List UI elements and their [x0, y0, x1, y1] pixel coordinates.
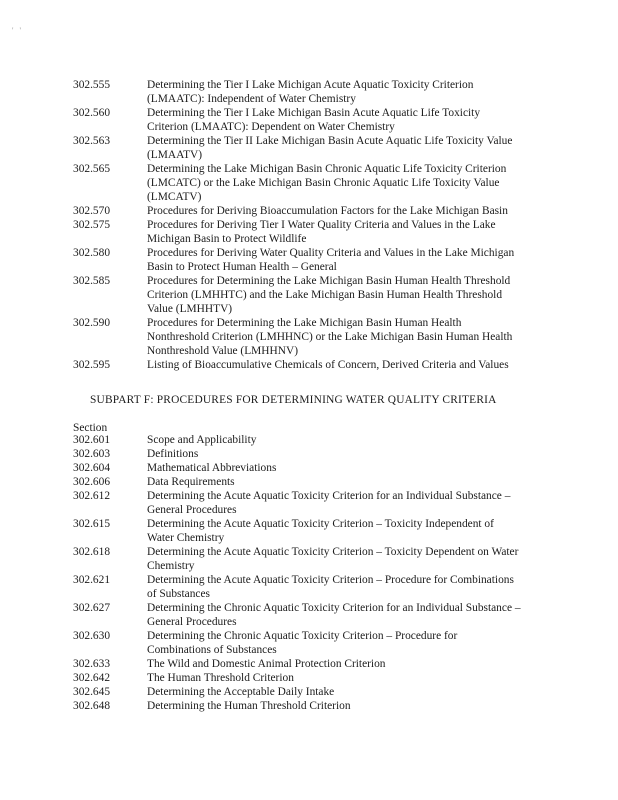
section-title — [147, 162, 553, 204]
section-title-line: Determining the Lake Michigan Basin Chronic Aquatic Life Toxicity Criterion — [147, 163, 507, 175]
section-title-line: Combinations of Substances — [147, 644, 277, 656]
section-title-line: Scope and Applicability — [147, 434, 257, 446]
section-title-line: Determining the Tier I Lake Michigan Acute Aquatic Toxicity Criterion — [147, 79, 474, 91]
section-number: 302.595 — [73, 359, 111, 371]
section-title-line: Value (LMHHTV) — [147, 303, 233, 315]
section-number: 302.590 — [73, 317, 111, 329]
section-title — [147, 475, 553, 489]
section-number: 302.604 — [73, 462, 111, 474]
section-title-line: Nonthreshold Value (LMHHNV) — [147, 345, 299, 357]
section-list-top — [73, 78, 553, 372]
subpart-heading: SUBPART F: PROCEDURES FOR DETERMINING WATER QUALITY CRITERIA — [90, 394, 497, 406]
toc-entry — [73, 433, 553, 447]
toc-entry — [73, 162, 553, 204]
section-title — [147, 489, 553, 517]
toc-entry — [73, 358, 553, 372]
section-title-line: General Procedures — [147, 504, 237, 516]
section-title-line: Determining the Tier I Lake Michigan Basin Acute Aquatic Life Toxicity — [147, 107, 481, 119]
toc-entry — [73, 517, 553, 545]
section-title-line: General Procedures — [147, 616, 237, 628]
section-title — [147, 545, 553, 573]
section-title-line: Determining the Acute Aquatic Toxicity Criterion – Toxicity Dependent on Water — [147, 546, 519, 558]
section-title-line: Determining the Acute Aquatic Toxicity Criterion – Toxicity Independent of — [147, 518, 494, 530]
section-title-line: Determining the Acute Aquatic Toxicity Criterion – Procedure for Combinations — [147, 574, 514, 586]
section-title-line: The Human Threshold Criterion — [147, 672, 294, 684]
section-title-line: Water Chemistry — [147, 532, 225, 544]
section-title-line: Procedures for Deriving Tier I Water Quality Criteria and Values in the Lake — [147, 219, 496, 231]
section-title-line: Listing of Bioaccumulative Chemicals of Concern, Derived Criteria and Values — [147, 359, 509, 371]
toc-entry — [73, 699, 553, 713]
section-number: 302.555 — [73, 79, 111, 91]
toc-entry — [73, 601, 553, 629]
toc-entry — [73, 657, 553, 671]
section-number: 302.630 — [73, 630, 111, 642]
section-number: 302.633 — [73, 658, 111, 670]
section-title — [147, 601, 553, 629]
section-title-line: Nonthreshold Criterion (LMHHNC) or the Lake Michigan Basin Human Health — [147, 331, 513, 343]
section-title — [147, 685, 553, 699]
section-number: 302.642 — [73, 672, 111, 684]
toc-entry — [73, 629, 553, 657]
toc-entry — [73, 685, 553, 699]
section-number: 302.570 — [73, 205, 111, 217]
toc-entry — [73, 573, 553, 601]
section-title-line: (LMCATV) — [147, 191, 202, 203]
section-number: 302.627 — [73, 602, 111, 614]
scan-mark: ' ' — [12, 26, 23, 35]
section-title — [147, 517, 553, 545]
section-title-line: Chemistry — [147, 560, 195, 572]
section-title — [147, 218, 553, 246]
section-title — [147, 106, 553, 134]
section-title — [147, 461, 553, 475]
section-label: Section — [73, 422, 108, 434]
section-list-bottom — [73, 433, 553, 713]
section-title — [147, 78, 553, 106]
toc-entry — [73, 671, 553, 685]
section-title — [147, 246, 553, 274]
toc-entry — [73, 475, 553, 489]
section-title-line: Determining the Acute Aquatic Toxicity Criterion for an Individual Substance – — [147, 490, 511, 502]
section-title-line: Determining the Acceptable Daily Intake — [147, 686, 335, 698]
section-title-line: of Substances — [147, 588, 210, 600]
section-title-line: The Wild and Domestic Animal Protection Criterion — [147, 658, 386, 670]
section-number: 302.645 — [73, 686, 111, 698]
section-title-line: Procedures for Determining the Lake Michigan Basin Human Health — [147, 317, 462, 329]
section-title-line: Procedures for Deriving Bioaccumulation Factors for the Lake Michigan Basin — [147, 205, 508, 217]
section-title — [147, 433, 553, 447]
section-title — [147, 134, 553, 162]
toc-entry — [73, 545, 553, 573]
section-title — [147, 671, 553, 685]
section-number: 302.601 — [73, 434, 111, 446]
section-number: 302.560 — [73, 107, 111, 119]
section-title — [147, 657, 553, 671]
section-title-line: Procedures for Deriving Water Quality Criteria and Values in the Lake Michigan — [147, 247, 515, 259]
section-title-line: Criterion (LMAATC): Dependent on Water Chemistry — [147, 121, 395, 133]
section-title — [147, 316, 553, 358]
toc-entry — [73, 489, 553, 517]
section-title — [147, 358, 553, 372]
section-number: 302.563 — [73, 135, 111, 147]
section-number: 302.565 — [73, 163, 111, 175]
section-title-line: Determining the Chronic Aquatic Toxicity Criterion for an Individual Substance – — [147, 602, 521, 614]
toc-entry — [73, 218, 553, 246]
toc-entry — [73, 316, 553, 358]
toc-entry — [73, 447, 553, 461]
toc-entry — [73, 78, 553, 106]
section-title-line: Data Requirements — [147, 476, 235, 488]
section-title-line: Criterion (LMHHTC) and the Lake Michigan Basin Human Health Threshold — [147, 289, 503, 301]
section-title — [147, 573, 553, 601]
section-title-line: (LMAATC): Independent of Water Chemistry — [147, 93, 356, 105]
section-number: 302.603 — [73, 448, 111, 460]
section-title-line: Procedures for Determining the Lake Michigan Basin Human Health Threshold — [147, 275, 511, 287]
section-title-line: (LMCATC) or the Lake Michigan Basin Chronic Aquatic Life Toxicity Value — [147, 177, 500, 189]
section-title-line: Determining the Human Threshold Criterion — [147, 700, 351, 712]
section-number: 302.621 — [73, 574, 111, 586]
section-title — [147, 447, 553, 461]
toc-entry — [73, 106, 553, 134]
section-title — [147, 274, 553, 316]
section-number: 302.648 — [73, 700, 111, 712]
toc-entry — [73, 274, 553, 316]
toc-entry — [73, 461, 553, 475]
section-number: 302.606 — [73, 476, 111, 488]
section-title — [147, 699, 553, 713]
section-title-line: Determining the Chronic Aquatic Toxicity Criterion – Procedure for — [147, 630, 458, 642]
section-title-line: Michigan Basin to Protect Wildlife — [147, 233, 307, 245]
section-title-line: Determining the Tier II Lake Michigan Basin Acute Aquatic Life Toxicity Value — [147, 135, 513, 147]
toc-entry — [73, 134, 553, 162]
section-number: 302.618 — [73, 546, 111, 558]
section-number: 302.615 — [73, 518, 111, 530]
toc-entry — [73, 204, 553, 218]
section-number: 302.612 — [73, 490, 111, 502]
toc-entry — [73, 246, 553, 274]
section-number: 302.575 — [73, 219, 111, 231]
section-title — [147, 629, 553, 657]
section-number: 302.585 — [73, 275, 111, 287]
section-number: 302.580 — [73, 247, 111, 259]
section-title-line: (LMAATV) — [147, 149, 203, 161]
section-title-line: Basin to Protect Human Health – General — [147, 261, 337, 273]
section-title — [147, 204, 553, 218]
section-title-line: Definitions — [147, 448, 199, 460]
section-title-line: Mathematical Abbreviations — [147, 462, 277, 474]
